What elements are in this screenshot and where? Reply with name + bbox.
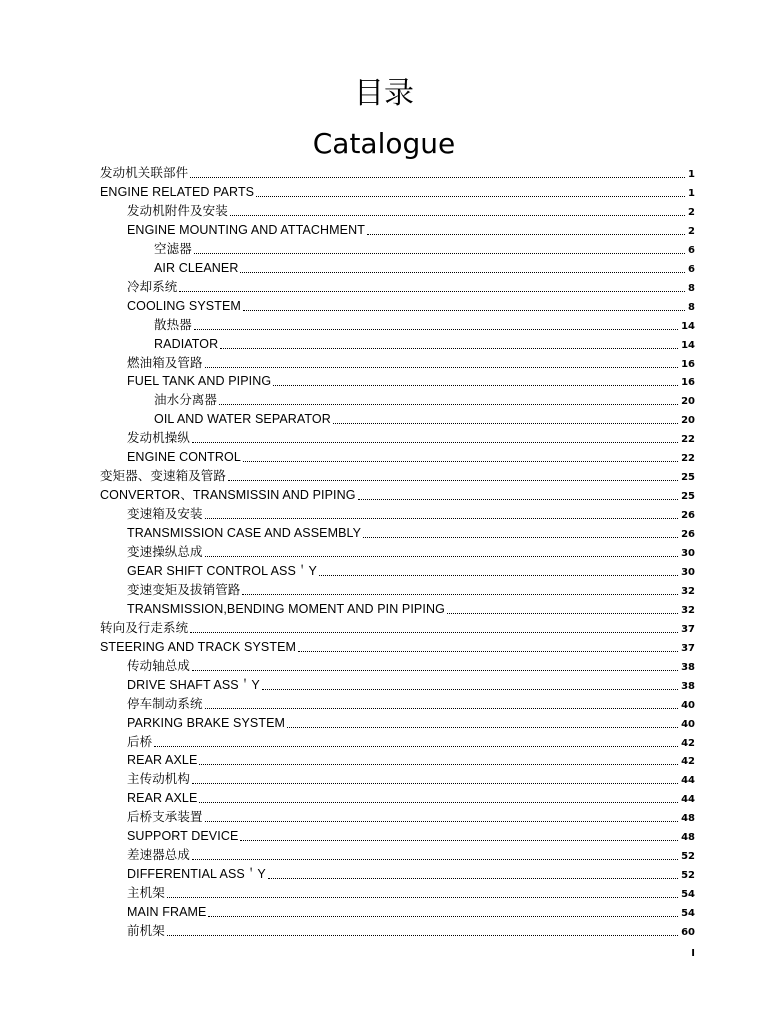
toc-entry[interactable]: [100, 636, 695, 655]
toc-entry-page: 6: [688, 263, 695, 275]
toc-entry-page: 44: [681, 794, 695, 806]
toc-entry-label: COOLING SYSTEM: [127, 298, 241, 313]
toc-entry[interactable]: [154, 408, 695, 427]
toc-entry[interactable]: [127, 352, 695, 371]
toc-entry-label: PARKING BRAKE SYSTEM: [127, 715, 286, 730]
toc-entry-page: 30: [681, 548, 695, 559]
toc-dot-leader: [358, 499, 679, 500]
toc-entry-page: 16: [681, 358, 695, 370]
toc-entry[interactable]: [100, 617, 695, 636]
toc-dot-leader: [199, 764, 678, 765]
toc-entry-page: 2: [688, 225, 695, 237]
toc-entry-label: 传动轴总成: [127, 658, 191, 673]
toc-entry[interactable]: [127, 503, 695, 522]
toc-entry-label: 前机架: [127, 924, 165, 938]
toc-entry-page: 48: [681, 832, 695, 844]
toc-dot-leader: [262, 689, 678, 690]
toc-entry-label: AIR CLEANER: [154, 260, 239, 275]
toc-dot-leader: [205, 367, 678, 368]
toc-entry-label: 变矩器、变速箱及管路: [100, 469, 227, 484]
toc-entry-page: 20: [681, 396, 695, 408]
toc-entry[interactable]: [127, 806, 695, 825]
toc-entry-label: TRANSMISSION,BENDING MOMENT AND PIN PIPING: [127, 601, 445, 616]
toc-dot-leader: [205, 518, 678, 519]
toc-entry[interactable]: [127, 446, 695, 465]
toc-entry-label: RADIATOR: [154, 336, 219, 351]
toc-entry-page: 37: [681, 623, 695, 635]
toc-entry[interactable]: [127, 370, 695, 389]
toc-entry-page: 38: [681, 661, 695, 673]
toc-dot-leader: [199, 802, 678, 803]
toc-dot-leader: [298, 651, 678, 652]
toc-dot-leader: [243, 310, 685, 311]
toc-entry-label: SUPPORT DEVICE: [127, 829, 239, 844]
toc-entry-label: 后桥: [127, 734, 153, 749]
toc-entry-page: 20: [681, 415, 695, 427]
toc-entry[interactable]: [127, 655, 695, 674]
toc-entry-page: 48: [681, 813, 695, 825]
toc-entry[interactable]: [127, 825, 695, 844]
toc-dot-leader: [192, 670, 678, 671]
toc-entry[interactable]: [100, 162, 695, 181]
toc-entry-page: 30: [681, 566, 695, 578]
toc-entry-label: MAIN FRAME: [127, 905, 207, 920]
toc-entry-label: 空滤器: [154, 241, 192, 256]
toc-entry-label: 差速器总成: [127, 848, 191, 863]
toc-entry[interactable]: [154, 389, 695, 408]
toc-entry[interactable]: [127, 920, 695, 939]
toc-dot-leader: [319, 575, 678, 576]
toc-entry[interactable]: [154, 257, 695, 276]
page-title-chinese: 目录: [354, 76, 414, 111]
toc-entry-label: 发动机操纵: [127, 431, 191, 446]
toc-entry-page: 22: [681, 453, 695, 465]
toc-dot-leader: [447, 613, 678, 614]
toc-dot-leader: [205, 821, 678, 822]
toc-entry-label: 油水分离器: [154, 393, 218, 408]
toc-entry[interactable]: [100, 465, 695, 484]
toc-entry-page: 14: [681, 320, 695, 332]
toc-entry[interactable]: [100, 181, 695, 200]
toc-entry[interactable]: [127, 427, 695, 446]
toc-entry[interactable]: [127, 844, 695, 863]
toc-entry-page: 42: [681, 756, 695, 768]
toc-dot-leader: [194, 253, 685, 254]
toc-entry[interactable]: [127, 882, 695, 901]
toc-dot-leader: [192, 442, 678, 443]
toc-entry-page: 8: [688, 301, 695, 313]
toc-entry-label: REAR AXLE: [127, 791, 198, 806]
toc-entry-label: 后桥支承装置: [127, 810, 203, 825]
toc-entry-label: OIL AND WATER SEPARATOR: [154, 412, 331, 427]
toc-entry-label: ENGINE CONTROL: [127, 450, 241, 465]
toc-dot-leader: [228, 480, 678, 481]
toc-dot-leader: [192, 859, 678, 860]
toc-entry[interactable]: [127, 749, 695, 768]
toc-dot-leader: [192, 783, 678, 784]
toc-entry-label: ENGINE RELATED PARTS: [100, 184, 255, 199]
toc-entry-page: 60: [681, 927, 695, 938]
page-title-english: Catalogue: [312, 127, 456, 160]
toc-entry-page: 6: [688, 244, 695, 256]
toc-entry[interactable]: [154, 333, 695, 352]
toc-entry-label: CONVERTOR、TRANSMISSIN AND PIPING: [100, 488, 356, 503]
toc-dot-leader: [190, 177, 685, 178]
toc-entry-label: ENGINE MOUNTING AND ATTACHMENT: [127, 222, 365, 237]
toc-entry-page: 52: [681, 870, 695, 882]
toc-entry-label: FUEL TANK AND PIPING: [127, 374, 272, 389]
toc-entry[interactable]: [127, 522, 695, 541]
toc-dot-leader: [242, 594, 678, 595]
toc-entry-label: 冷却系统: [127, 279, 178, 294]
toc-entry-page: 26: [681, 529, 695, 541]
toc-dot-leader: [205, 708, 678, 709]
toc-entry-page: 26: [681, 510, 695, 522]
toc-entry[interactable]: [127, 674, 695, 693]
toc-entry[interactable]: [127, 863, 695, 882]
toc-entry-page: 25: [681, 472, 695, 484]
toc-entry-label: 变速操纵总成: [127, 545, 203, 559]
toc-dot-leader: [240, 272, 685, 273]
toc-dot-leader: [190, 632, 678, 633]
toc-dot-leader: [243, 461, 678, 462]
toc-entry-page: 40: [681, 718, 695, 730]
toc-entry[interactable]: [154, 314, 695, 333]
toc-entry[interactable]: [127, 541, 695, 560]
toc-dot-leader: [154, 746, 678, 747]
toc-entry-label: 变速变矩及拔销管路: [127, 582, 241, 597]
toc-entry-label: REAR AXLE: [127, 753, 198, 768]
toc-entry-page: 52: [681, 851, 695, 863]
toc-entry[interactable]: [127, 560, 695, 579]
toc-entry-label: 转向及行走系统: [100, 620, 189, 635]
toc-entry-page: 22: [681, 434, 695, 446]
toc-dot-leader: [208, 916, 678, 917]
toc-entry-page: 42: [681, 737, 695, 749]
toc-entry[interactable]: [100, 484, 695, 503]
toc-entry-label: 变速箱及安装: [127, 507, 203, 522]
toc-dot-leader: [363, 537, 678, 538]
toc-entry-label: 主传动机构: [127, 772, 191, 787]
toc-dot-leader: [240, 840, 678, 841]
toc-dot-leader: [167, 897, 678, 898]
toc-dot-leader: [220, 348, 678, 349]
toc-entry[interactable]: [127, 693, 695, 712]
toc-entry[interactable]: [127, 598, 695, 617]
toc-entry[interactable]: [127, 787, 695, 806]
toc-entry[interactable]: [154, 238, 695, 257]
toc-entry-label: GEAR SHIFT CONTROL ASS＇Y: [127, 563, 317, 578]
toc-entry[interactable]: [127, 731, 695, 750]
toc-entry-label: 停车制动系统: [127, 696, 203, 711]
toc-entry-page: 8: [688, 282, 695, 294]
toc-entry-page: 44: [681, 775, 695, 787]
toc-entry-label: 主机架: [127, 886, 165, 901]
toc-dot-leader: [256, 196, 685, 197]
toc-dot-leader: [194, 329, 678, 330]
toc-entry-page: 1: [688, 169, 695, 180]
toc-entry-page: 14: [681, 339, 695, 351]
toc-entry-label: 散热器: [154, 317, 192, 332]
toc-entry[interactable]: [127, 712, 695, 731]
toc-entry-page: 54: [681, 908, 695, 920]
toc-dot-leader: [219, 404, 678, 405]
toc-dot-leader: [268, 878, 678, 879]
toc-dot-leader: [367, 234, 685, 235]
toc-entry-page: 54: [681, 889, 695, 901]
toc-entry-page: 2: [688, 206, 695, 218]
toc-entry-page: 40: [681, 699, 695, 711]
toc-entry-label: TRANSMISSION CASE AND ASSEMBLY: [127, 526, 362, 541]
toc-dot-leader: [179, 291, 685, 292]
toc-entry-label: 发动机附件及安装: [127, 203, 228, 218]
toc-entry-page: 16: [681, 377, 695, 389]
toc-entry-label: STEERING AND TRACK SYSTEM: [100, 639, 297, 654]
toc-entry[interactable]: [127, 901, 695, 920]
page-number: I: [691, 948, 695, 959]
toc-entry[interactable]: [127, 579, 695, 598]
toc-entry-page: 32: [681, 604, 695, 616]
toc-entry[interactable]: [127, 295, 695, 314]
toc-entry-label: 燃油箱及管路: [127, 355, 203, 370]
toc-entry[interactable]: [127, 768, 695, 787]
toc-entry[interactable]: [127, 219, 695, 238]
toc-entry[interactable]: [127, 276, 695, 295]
toc-dot-leader: [230, 215, 685, 216]
toc-dot-leader: [287, 727, 678, 728]
toc-entry-page: 25: [681, 491, 695, 503]
toc-entry-label: DRIVE SHAFT ASS＇Y: [127, 677, 260, 692]
toc-dot-leader: [333, 423, 678, 424]
toc-dot-leader: [167, 935, 678, 936]
toc-entry-label: 发动机关联部件: [100, 166, 189, 180]
toc-entry-page: 38: [681, 680, 695, 692]
toc-entry-page: 1: [688, 187, 695, 199]
toc-entry-page: 32: [681, 585, 695, 597]
toc-entry-label: DIFFERENTIAL ASS＇Y: [127, 867, 266, 882]
toc-entry-page: 37: [681, 642, 695, 654]
toc-entry[interactable]: [127, 200, 695, 219]
toc-dot-leader: [205, 556, 678, 557]
toc-dot-leader: [273, 385, 678, 386]
